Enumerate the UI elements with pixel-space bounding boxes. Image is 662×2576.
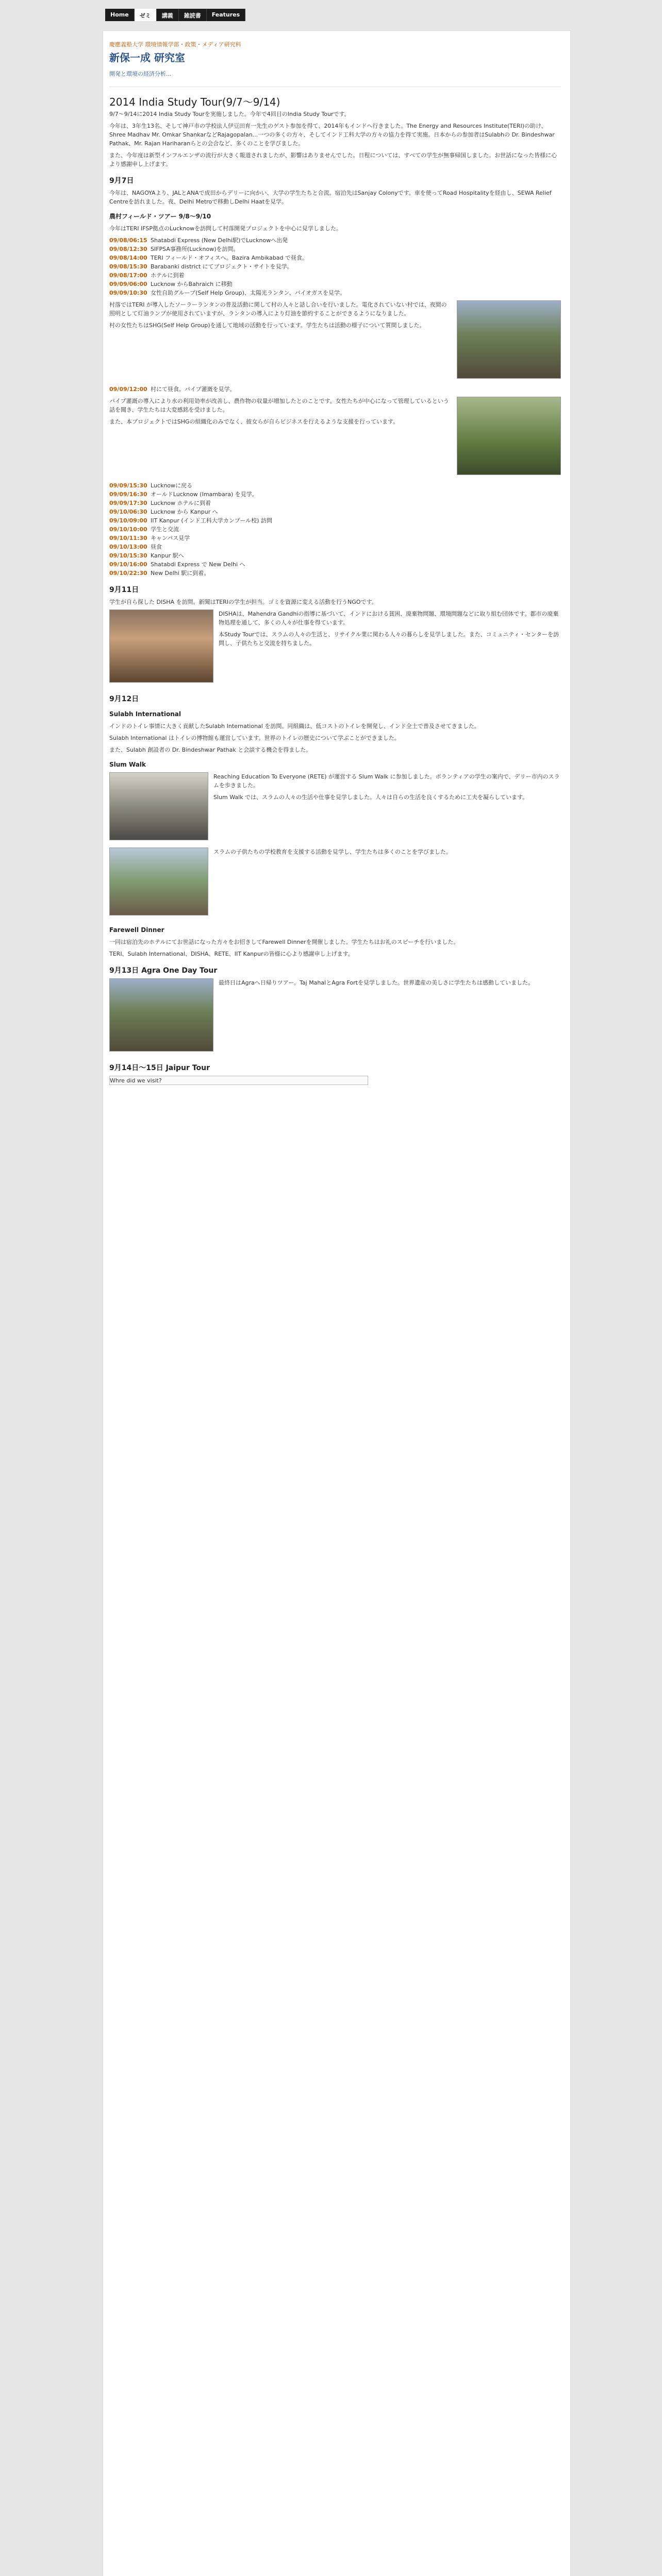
schedule-time: 09/10/13:00 [109,544,147,550]
schedule-time: 09/09/10:30 [109,290,147,296]
slum-text: Reaching Education To Everyone (RETE) が運営する Slum Walk に参加しました。ボランティアの学生の案内で、デリー市内のスラムを歩きました。 [213,773,560,789]
schedule-row [109,245,561,253]
schedule-row [109,534,561,543]
site-title[interactable]: 新保一成 研究室 [109,52,185,64]
field-intro: 今年はTERI IFSP拠点のLucknowを訪問して村落開発プロジェクトを中心に見学しました。 [109,225,342,232]
schedule-time: 09/10/09:00 [109,517,147,524]
schedule-row [109,481,561,490]
schedule-time: 09/08/15:30 [109,263,147,270]
slum-text-3: スラムの子供たちの学校教育を支援する活動を見学し、学生たちは多くのことを学びました。 [213,849,452,855]
schedule-text: IIT Kanpur (インド工科大学カンプール校) 訪問 [151,517,272,524]
post-intro-2: 今年は、3年生13名、そして神戸市の学校法人伊豆田育一先生のゲスト参加を得て、2014年もインドへ行きました。The Energy and Resources Institute(TERI)の助け、Shree Madhav Mr. Omkar ShankarなどRajagopalan...一つの多くの方々、そしてインド工科大学の方々の協力を得て実施。日本からの参加者はSulabhの Dr. Bindeshwar Pathak、Mr. Rajan Hariharanらとの会合など、多くのことを学びました。 [109,123,555,147]
day14-heading: 9月14日〜15日 Jaipur Tour [109,1064,210,1072]
schedule-text: New Delhi 駅に到着。 [151,570,210,577]
schedule-time: 09/08/12:30 [109,246,147,252]
schedule-time: 09/10/11:30 [109,535,147,541]
sched-para-3: パイプ灌漑の導入により水の利用効率が改善し、農作物の収量が増加したとのことです。女性たちが中心になって管理しているという話を聞き、学生たちは大変感銘を受けました。 [109,398,449,413]
day7-text: 今年は、NAGOYAより、JALとANAで成田からデリーに向かい、大学の学生たちと合流。宿泊先はSanjay Colonyです。車を使ってRoad Hospitalityを経由し、SEWA Relief Centreを訪れました。夜、Delhi Metroで移動しDelhi Haatを見学。 [109,190,552,205]
nav-features[interactable]: Features [207,9,245,21]
schedule-row [109,525,561,534]
main-nav [105,9,245,21]
schedule-row [109,516,561,525]
sched-para: 村落ではTERI が導入したソーラーランタンの普及活動に関して村の人々と話し合いを行いました。電化されていない村では、夜間の照明として灯油ランプが使用されていますが、ランタンの導入により灯油を節約することができるようになりました。 [109,301,447,317]
schedule-time: 09/09/17:30 [109,500,147,506]
schedule-row [109,490,561,499]
schedule-row [109,543,561,551]
day11-text: 学生が自ら探した DISHA を訪問。新聞はTERIの学生が担当。ゴミを資源に変える活動を行うNGOです。 [109,599,377,605]
schedule-time: 09/10/22:30 [109,570,147,577]
schedule-time: 09/08/14:00 [109,255,147,261]
photo-slum-2 [109,848,208,916]
photo-village-group [457,300,561,379]
schedule-3 [109,481,561,578]
nav-lecture[interactable]: 講義 [157,9,179,21]
sulabh-heading: Sulabh International [109,710,181,718]
schedule-time: 09/10/06:30 [109,509,147,515]
photo-irrigation [457,397,561,475]
sulabh-text-3: また、Sulabh 創設者の Dr. Bindeshwar Pathak と会談する機会を得ました。 [109,747,312,753]
slum-text-2: Slum Walk では、スラムの人々の生活や仕事を見学しました。人々は自らの生活を良くするために工夫を凝らしています。 [213,794,528,801]
schedule-text: 昼食 [151,544,162,550]
schedule-time: 09/08/06:15 [109,237,147,244]
schedule-row [109,560,561,569]
schedule-row [109,271,561,280]
day13-heading: 9月13日 Agra One Day Tour [109,967,218,975]
slum-block [109,772,561,844]
schedule-text: Barabanki district にてプロジェクト・サイトを見学。 [151,263,293,270]
schedule-time: 09/09/12:00 [109,386,147,393]
post-title: 2014 India Study Tour(9/7～9/14) [109,96,280,108]
post-content [109,92,561,1085]
schedule-text: Shatabdi Express で New Delhi へ [151,561,245,568]
schedule-time: 09/09/15:30 [109,482,147,489]
day11-heading: 9月11日 [109,586,139,594]
schedule-text: Lucknow から Kanpur へ [151,509,218,515]
schedule-text: SIFPSA事務所(Lucknow)を訪問。 [151,246,239,252]
schedule-1 [109,236,561,297]
schedule-row [109,569,561,578]
day11-text-2: DISHAは、Mahendra Gandhiの指導に基づいて、インドにおける貧困、廃棄物問題、環境問題などに取り組む団体です。都市の廃棄物処理を通して、多くの人々が仕事を得ています。 [219,611,559,626]
post-intro-1: 9/7〜9/14に2014 India Study Tourを実施しました。今年で4回目のIndia Study Tourです。 [109,111,350,117]
nav-seminar[interactable]: ゼミ [135,9,157,21]
sulabh-text-2: Sulabh International はトイレの博物館も運営しています。世界のトイレの歴史について学ぶことができました。 [109,735,400,741]
schedule-row [109,499,561,507]
schedule-text: Shatabdi Express (New Delhi駅)でLucknowへ出発 [151,237,288,244]
sched-para-2: 村の女性たちはSHG(Self Help Group)を通して地域の活動を行っています。学生たちは活動の様子について質問しました。 [109,322,425,329]
farewell-text: 一同は宿泊先のホテルにてお世話になった方々をお招きしてFarewell Dinnerを開催しました。学生たちはお礼のスピーチを行いました。 [109,939,459,945]
schedule-row [109,551,561,560]
nav-reading[interactable]: 雑読書 [179,9,207,21]
photo-slum-1 [109,772,208,840]
day13-text: 最終日はAgraへ日帰りツアー。Taj MahalとAgra Fortを見学しました。世界遺産の美しさに学生たちは感動していました。 [219,979,534,986]
slum-block-2 [109,848,561,920]
schedule-time: 09/09/16:30 [109,491,147,498]
site-subtitle: 慶應義塾大学 環境情報学部・政策・メディア研究科 [109,41,241,48]
schedule-row [109,262,561,271]
site-header [109,40,241,78]
post-intro-3: また、今年度は新型インフルエンザの流行が大きく報道されましたが、影響はありませんでした。日程については、すべての学生が無事帰国しました。お世話になった皆様に心より感謝申し上げます。 [109,152,557,167]
farewell-text-2: TERI、Sulabh International、DISHA、RETE、IIT Kanpurの皆様に心より感謝申し上げます。 [109,951,354,957]
photo-agra [109,978,213,1052]
schedule-text: 村にて昼食。パイプ灌漑を見学。 [151,386,236,393]
schedule-row [109,280,561,289]
schedule-time: 09/08/17:00 [109,272,147,279]
schedule-row [109,253,561,262]
top-bar [0,0,662,11]
sched-para-4: また、本プロジェクトではSHGの組織化のみでなく、彼女らが自らビジネスを行えるような支援を行っています。 [109,418,399,425]
schedule-text: 学生と交流 [151,526,179,533]
schedule-row [109,289,561,297]
day7-heading: 9月7日 [109,177,134,185]
schedule-row [109,236,561,245]
schedule-time: 09/10/16:00 [109,561,147,568]
day11-text-3: 本Study Tourでは、スラムの人々の生活と、リサイクル業に関わる人々の暮らしを見学しました。また、コミュニティ・センターを訪問し、子供たちと交流を持ちました。 [219,631,559,647]
schedule-text: キャンパス見学 [151,535,190,541]
schedule-text: ホテルに到着 [151,272,185,279]
field-heading: 農村フィールド・ツアー 9/8〜9/10 [109,213,211,220]
schedule-time: 09/10/15:30 [109,552,147,559]
schedule-text: Lucknow ホテルに到着 [151,500,211,506]
farewell-heading: Farewell Dinner [109,926,164,934]
schedule-text: TERI フィールド・オフィスへ。Bazira Ambikabad で昼食。 [151,255,308,261]
schedule-time: 09/10/10:00 [109,526,147,533]
schedule-text: Lucknowに戻る [151,482,193,489]
schedule-text: オールドLucknow (Imambara) を見学。 [151,491,258,498]
sulabh-text: インドのトイレ事情に大きく貢献したSulabh International を訪問。同組織は、低コストのトイレを開発し、インド全土で普及させてきました。 [109,723,480,730]
schedule-text: Kanpur 駅へ [151,552,184,559]
schedule-text: 女性自助グループ(Self Help Group)、太陽光ランタン、バイオガスを見学。 [151,290,345,296]
schedule-time: 09/09/06:00 [109,281,147,287]
schedule-row [109,385,561,394]
field-block-1 [109,300,561,383]
schedule-2 [109,385,561,394]
schedule-text: Lucknow からBahraich に移動 [151,281,233,287]
day11-block [109,609,561,687]
day12-heading: 9月12日 [109,695,139,703]
site-tagline: 開発と環境の経済分析... [109,71,172,77]
field-block-2 [109,397,561,479]
nav-home[interactable]: Home [105,9,135,21]
last-question: Whre did we visit? [109,1076,368,1085]
photo-disha [109,609,213,683]
day13-block [109,978,561,1056]
slum-heading: Slum Walk [109,761,146,768]
schedule-row [109,507,561,516]
page-container [103,31,570,2576]
